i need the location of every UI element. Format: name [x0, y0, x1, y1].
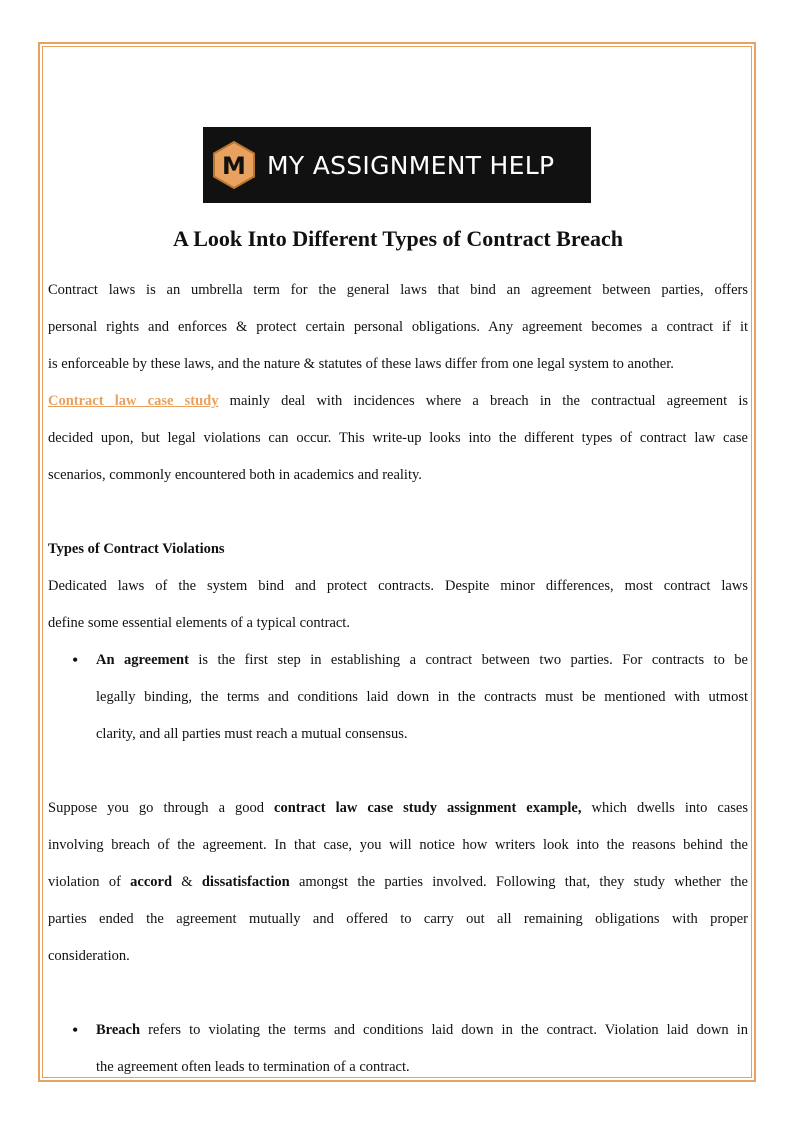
- agreement-term: An agreement: [96, 652, 189, 668]
- breach-term: Breach: [96, 1022, 141, 1038]
- para4-line-1: Suppose you go through a good contract law case study assignment example, which dwells into cases: [48, 800, 748, 816]
- para2-line-3: scenarios, commonly encountered both in academics and reality.: [48, 467, 422, 483]
- para2-line-2: decided upon, but legal violations can occur. This write-up looks into the different types of contract law case: [48, 430, 748, 446]
- para3-line-1: Dedicated laws of the system bind and protect contracts. Despite minor differences, most contract laws: [48, 578, 748, 594]
- para3-line-2: define some essential elements of a typical contract.: [48, 615, 350, 631]
- para2-line-1-text: mainly deal with incidences where a breach in the contractual agreement is: [218, 393, 748, 409]
- list-item-agreement: [96, 642, 748, 753]
- contract-law-case-study-link[interactable]: Contract law case study: [48, 393, 219, 409]
- bullet1-line-1-text: is the first step in establishing a contract between two parties. For contracts to be: [188, 652, 748, 668]
- bullet2-line-1-text: refers to violating the terms and conditions laid down in the contract. Violation laid down in: [140, 1022, 748, 1038]
- para4-line-4: parties ended the agreement mutually and offered to carry out all remaining obligations with proper: [48, 911, 748, 927]
- dissatisfaction-term: dissatisfaction: [201, 874, 290, 890]
- para4-line-2: involving breach of the agreement. In that case, you will notice how writers look into the reasons behind the: [48, 837, 748, 853]
- para4-line-3: violation of accord & dissatisfaction amongst the parties involved. Following that, they study whether the: [48, 874, 748, 890]
- intro-line-1: Contract laws is an umbrella term for the general laws that bind an agreement between parties, offers: [48, 282, 748, 298]
- bullet-list-1: [48, 642, 748, 753]
- para4-line-5: consideration.: [48, 948, 130, 964]
- logo-text: MY ASSIGNMENT HELP: [267, 150, 555, 180]
- para2-line-1: [48, 383, 748, 420]
- bullet1-line-3: clarity, and all parties must reach a mutual consensus.: [96, 726, 408, 742]
- intro-line-2: personal rights and enforces & protect certain personal obligations. Any agreement becomes a contract if it: [48, 319, 748, 335]
- brand-logo: [203, 127, 591, 203]
- accord-term: accord: [130, 874, 173, 890]
- bullet-list-2: [48, 1012, 748, 1086]
- intro-line-3: is enforceable by these laws, and the nature & statutes of these laws differ from one legal system to another.: [48, 356, 674, 372]
- page-title: A Look Into Different Types of Contract Breach: [173, 226, 623, 251]
- section-heading: Types of Contract Violations: [48, 541, 225, 557]
- bullet1-line-2: legally binding, the terms and conditions laid down in the contracts must be mentioned with utmost: [96, 689, 748, 705]
- bullet2-line-2: the agreement often leads to termination of a contract.: [96, 1059, 410, 1075]
- list-item-breach: [96, 1012, 748, 1086]
- logo-letter: M: [222, 152, 246, 180]
- document-body: [48, 272, 748, 1086]
- hexagon-m-icon: [212, 141, 256, 189]
- example-term: contract law case study assignment example,: [274, 800, 582, 816]
